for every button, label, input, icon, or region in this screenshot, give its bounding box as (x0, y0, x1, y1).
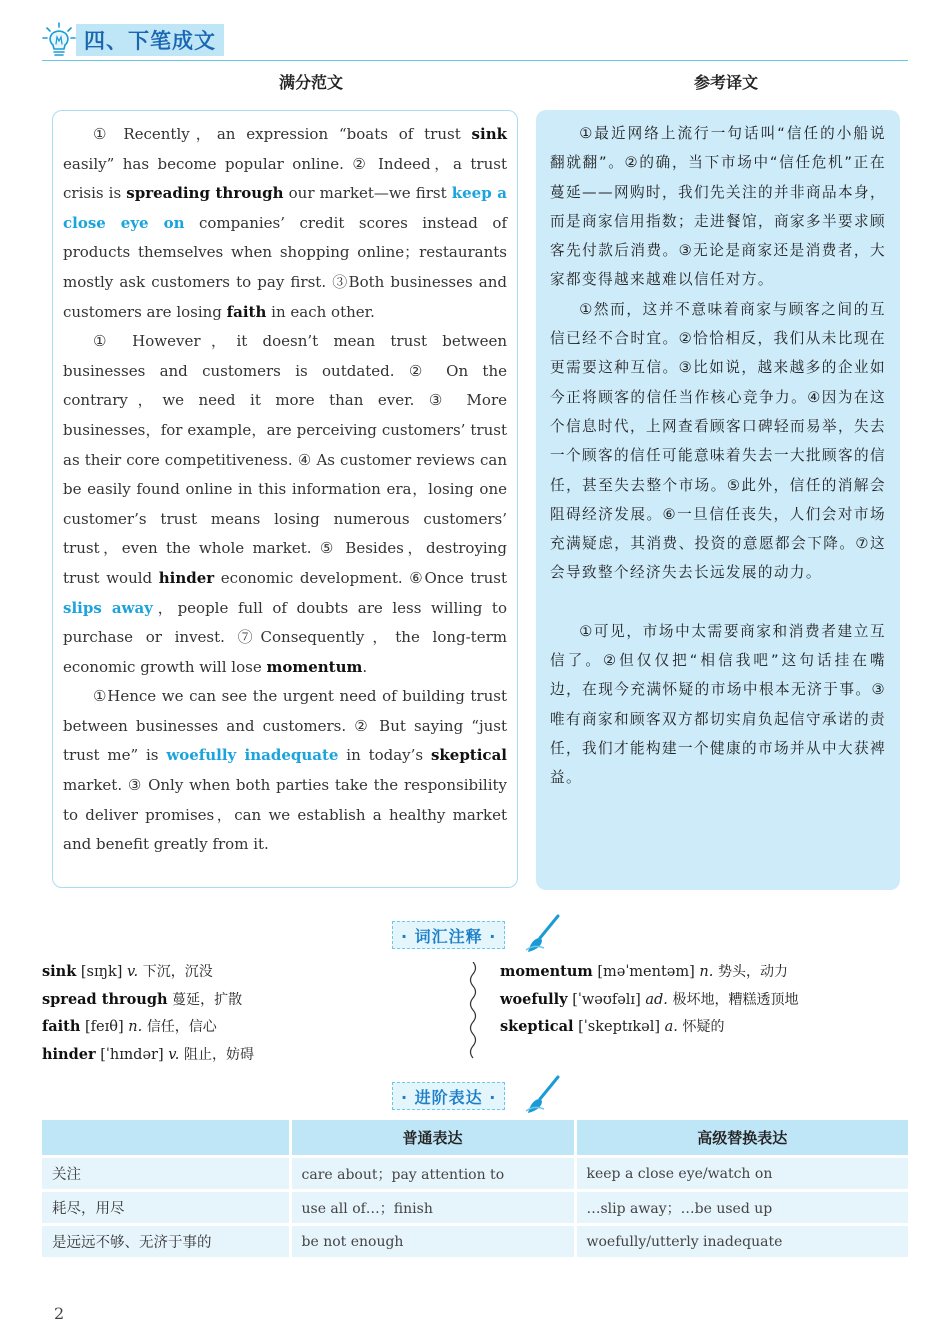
table-cell: 关注 (42, 1157, 290, 1191)
section-header (42, 22, 908, 61)
section-title: 四、下笔成文 (84, 29, 216, 53)
table-row (42, 1225, 908, 1258)
vocab-phon: [sɪŋk] (80, 964, 123, 980)
key-term: faith (226, 302, 267, 321)
vocab-entry (500, 962, 788, 982)
vocab-word: spread through (42, 990, 168, 1008)
table-row (42, 1157, 908, 1191)
table-header: 普通表达 (290, 1120, 575, 1157)
vocab-phon: [məˈmentəm] (597, 964, 695, 980)
lightbulb-icon (42, 22, 76, 58)
vocab-phon: [ˈskeptɪkəl] (578, 1019, 660, 1035)
en-paragraph-1 (63, 120, 507, 327)
left-column-heading: 满分范文 (279, 73, 344, 92)
key-term: keep a close eye on (63, 184, 507, 232)
table-cell: be not enough (290, 1225, 575, 1258)
vocab-pos: n. (699, 964, 714, 980)
essay-text: ① Recently，an expression “boats of trust (93, 125, 472, 143)
table-row (42, 1191, 908, 1225)
vocab-word: sink (42, 963, 77, 980)
key-term: slips away (63, 598, 153, 617)
table-header-row (42, 1120, 908, 1157)
vocab-phon: [ˈhɪndər] (100, 1046, 164, 1063)
table-cell: …slip away；…be used up (575, 1191, 908, 1225)
en-paragraph-3 (63, 682, 507, 860)
key-term: woefully inadequate (166, 746, 339, 765)
vocab-pos: a. (664, 1019, 678, 1035)
vocab-entry (500, 1017, 724, 1037)
vocab-mean: 势头，动力 (717, 964, 788, 980)
essay-text: ① However，it doesn’t mean trust between businesses and customers is outdated. ② On the contrary，we need it more than ever. ③ More businesses，for example，are perceiving customers’ trust as their core competitiveness. ④ As customer reviews can be easily found online in this information era，losing one customer’s trust means losing numerous customers’ trust，even the whole market. ⑤ Besides，destroying trust would (63, 332, 507, 587)
page-number: 2 (54, 1304, 65, 1323)
vocab-entry (500, 990, 799, 1010)
advanced-expressions-table (42, 1120, 908, 1257)
vocab-mean: 阻止，妨碍 (183, 1046, 254, 1063)
essay-text: in today’s (338, 746, 431, 765)
cn-paragraph-3: ①可见，市场中太需要商家和消费者建立互信了。②但仅仅把“相信我吧”这句话挂在嘴边，在现今充满怀疑的市场中根本无济于事。③唯有商家和顾客双方都切实肩负起信守承诺的责任，我们才能构建一个健康的市场并从中大获裨益。 (550, 622, 886, 787)
essay-text: companies’ credit scores instead of products themselves when shopping online；restaurants mostly ask customers to pay first. ③Both businesses and customers are losing (63, 213, 508, 321)
vocab-pos: ad. (645, 991, 668, 1008)
right-column-heading: 参考译文 (694, 73, 759, 92)
key-term: skeptical (430, 746, 507, 765)
english-essay-box (52, 110, 518, 888)
vocab-section-label (392, 921, 505, 949)
table-cell: use all of…；finish (290, 1191, 575, 1225)
en-paragraph-2 (63, 327, 507, 682)
vocab-word: woefully (500, 990, 568, 1008)
vocab-pos: v. (127, 964, 139, 980)
vocab-entry (42, 962, 213, 982)
vocab-mean: 信任，信心 (146, 1019, 217, 1035)
vocab-mean: 怀疑的 (682, 1019, 725, 1035)
chinese-translation-box (536, 110, 900, 890)
table-cell: care about；pay attention to (290, 1157, 575, 1191)
key-term: sink (471, 125, 507, 143)
vocab-word: skeptical (500, 1018, 574, 1035)
essay-text: economic development. ⑥Once trust (214, 568, 507, 587)
essay-text: easily” has become popular online. ② Indeed，a trust crisis is (63, 154, 507, 203)
advanced-section-label (392, 1082, 505, 1110)
essay-text: market. ③ Only when both parties take the responsibility to deliver promises，can we establish a healthy market and benefit greatly from it. (63, 776, 507, 854)
vocab-entry (42, 1017, 217, 1037)
vocab-phon: [ˈwəʊfəlɪ] (572, 991, 641, 1008)
advanced-section-title: · 进阶表达 · (401, 1087, 497, 1107)
table-header (42, 1120, 290, 1157)
vocab-section-title: · 词汇注释 · (401, 926, 497, 946)
section-title-box (76, 24, 224, 56)
vocab-phon: [feɪθ] (85, 1019, 124, 1035)
cn-paragraph-1: ①最近网络上流行一句话叫“信任的小船说翻就翻”。②的确，当下市场中“信任危机”正在蔓延——网购时，我们先关注的并非商品本身，而是商家信用指数；走进餐馆，商家多半要求顾客先付款后消费。③无论是商家还是消费者，大家都变得越来越难以信任对方。 (550, 125, 886, 289)
table-header: 高级替换表达 (575, 1120, 908, 1157)
vocab-word: faith (42, 1018, 81, 1035)
vocab-word: hinder (42, 1045, 96, 1063)
essay-text: our market—we first (283, 184, 452, 203)
brush-icon (524, 1075, 560, 1115)
key-term: momentum (266, 657, 363, 676)
vocab-mean: 下沉，沉没 (142, 964, 213, 980)
essay-text: ，people full of doubts are less willing to purchase or invest. ⑦Consequently，the long-term economic growth will lose (63, 598, 507, 676)
brush-icon (524, 914, 560, 954)
vocab-pos: n. (128, 1019, 143, 1035)
vocab-word: momentum (500, 963, 593, 980)
vocab-pos: v. (168, 1046, 180, 1063)
vocab-entry (42, 990, 242, 1010)
table-cell: 耗尽，用尽 (42, 1191, 290, 1225)
vocab-mean: 蔓延，扩散 (172, 991, 243, 1008)
divider-squiggle (466, 962, 480, 1062)
cn-paragraph-2: ①然而，这并不意味着商家与顾客之间的互信已经不合时宜。②恰恰相反，我们从未比现在更需要这种互信。③比如说，越来越多的企业如今正将顾客的信任当作核心竞争力。④因为在这个信息时代，上网查看顾客口碑轻而易举，失去一个顾客的信任可能意味着失去一大批顾客的信任，甚至失去整个市场。⑤此外，信任的消解会阻碍经济发展。⑥一旦信任丧失，人们会对市场充满疑虑，其消费、投资的意愿都会下降。⑦这会导致整个经济失去长远发展的动力。 (550, 300, 886, 582)
essay-text: . (362, 657, 368, 676)
key-term: hinder (158, 568, 215, 587)
vocab-mean: 极坏地，糟糕透顶地 (672, 991, 799, 1008)
essay-text: ①Hence we can see the urgent need of building trust between businesses and customers. ② But saying “just trust me” is (63, 687, 507, 765)
table-cell: keep a close eye/watch on (575, 1157, 908, 1191)
table-cell: 是远远不够、无济于事的 (42, 1225, 290, 1258)
key-term: spreading through (126, 184, 284, 203)
table-cell: woefully/utterly inadequate (575, 1225, 908, 1258)
essay-text: in each other. (266, 302, 375, 321)
vocab-entry (42, 1045, 254, 1065)
